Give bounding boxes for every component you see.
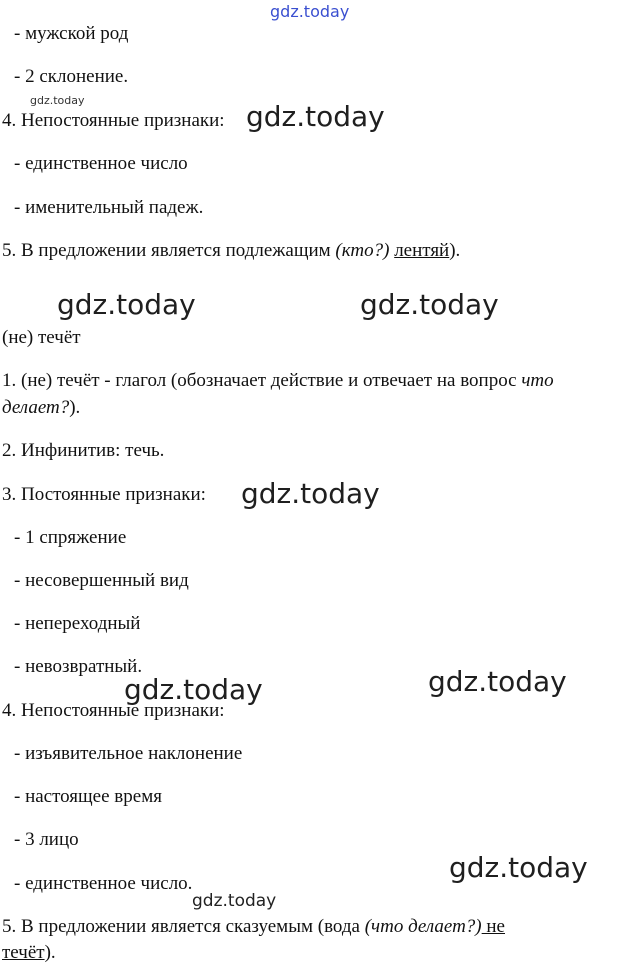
text-line	[2, 370, 554, 392]
underlined-word: течёт	[2, 942, 45, 963]
question-text: (что делает?)	[364, 916, 482, 937]
text-line: - единственное число.	[14, 873, 193, 894]
text-line: - настоящее время	[14, 786, 162, 807]
watermark: gdz.today	[428, 665, 567, 698]
text-line: - мужской род	[14, 23, 129, 44]
text-line	[2, 397, 80, 419]
text-line: - непереходный	[14, 613, 141, 634]
watermark: gdz.today	[57, 288, 196, 321]
text-span: 5. В предложении является подлежащим	[2, 240, 336, 261]
watermark: gdz.today	[192, 891, 277, 911]
text-line: - 3 лицо	[14, 829, 79, 850]
text-line	[2, 240, 460, 262]
watermark: gdz.today	[124, 673, 263, 706]
text-line: - единственное число	[14, 153, 188, 174]
text-line: - невозвратный.	[14, 656, 143, 677]
text-span: 1. (не) течёт - глагол (обозначает действие и отвечает на вопрос	[2, 370, 522, 391]
question-text: что	[521, 370, 554, 391]
watermark: gdz.today	[449, 851, 588, 884]
question-text: делает?	[2, 397, 70, 418]
watermark: gdz.today	[360, 288, 499, 321]
underlined-word: не	[481, 916, 505, 937]
text-line: - несовершенный вид	[14, 570, 189, 591]
text-span: ).	[69, 397, 81, 418]
watermark: gdz.today	[246, 100, 385, 133]
text-line: - 2 склонение.	[14, 66, 129, 87]
watermark: gdz.today	[241, 477, 380, 510]
text-span: ).	[44, 942, 56, 963]
text-line: - 1 спряжение	[14, 527, 127, 548]
text-line	[2, 916, 505, 938]
underlined-word: лентяй	[394, 240, 450, 261]
watermark-small: gdz.today	[30, 94, 85, 107]
text-span: 5. В предложении является сказуемым (вода	[2, 916, 365, 937]
text-line: - именительный падеж.	[14, 197, 204, 218]
watermark-top: gdz.today	[270, 2, 350, 21]
text-line	[2, 942, 56, 964]
question-text: (кто?)	[335, 240, 390, 261]
section-heading: 4. Непостоянные признаки:	[2, 110, 225, 131]
text-span: ).	[449, 240, 461, 261]
section-heading: 3. Постоянные признаки:	[2, 484, 206, 505]
section-heading: 4. Непостоянные признаки:	[2, 700, 225, 721]
text-line: 2. Инфинитив: течь.	[2, 440, 165, 461]
text-line: - изъявительное наклонение	[14, 743, 243, 764]
word-title: (не) течёт	[2, 327, 81, 348]
